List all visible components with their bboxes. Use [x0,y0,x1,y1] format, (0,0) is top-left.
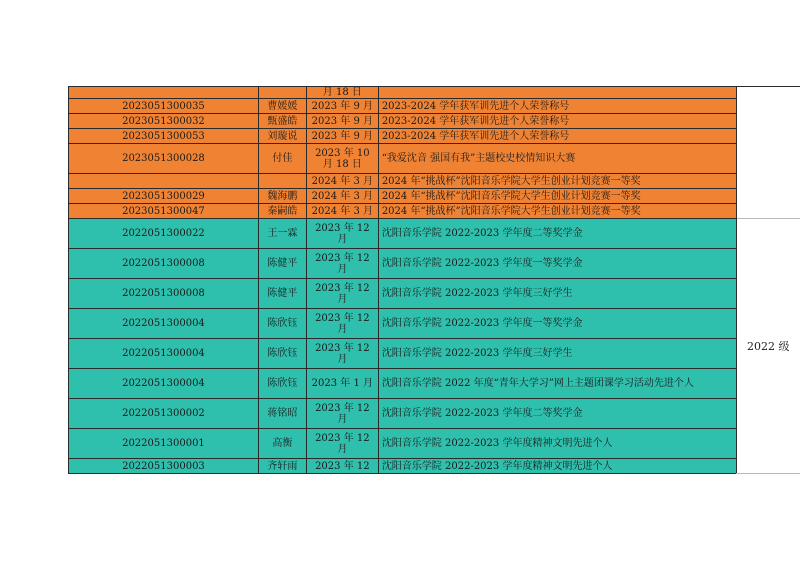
table-row [69,219,800,249]
student-id-cell: 2022051300022 [69,219,259,249]
table-row [69,279,800,309]
student-id-cell: 2022051300002 [69,399,259,429]
award-date-cell: 2023 年 1 月 [306,369,378,399]
student-name-cell: 陈健平 [258,279,306,309]
student-id-cell: 2023051300029 [69,189,259,204]
award-date-cell: 2023 年 12 月 [306,279,378,309]
student-id-cell: 2022051300008 [69,279,259,309]
student-id-cell: 2023051300047 [69,204,259,219]
student-id-cell: 2023051300035 [69,99,259,114]
award-title-cell [378,87,736,99]
award-title-cell: 2024 年“挑战杯”沈阳音乐学院大学生创业计划竞赛一等奖 [378,204,736,219]
student-name-cell: 甄盛皓 [258,114,306,129]
award-date-cell: 2023 年 12 [306,459,378,474]
award-date-cell: 2024 年 3 月 [306,174,378,189]
student-name-cell: 齐轩雨 [258,459,306,474]
student-name-cell: 陈欣钰 [258,339,306,369]
award-title-cell: 2023-2024 学年获军训先进个人荣誉称号 [378,129,736,144]
student-id-cell: 2022051300001 [69,429,259,459]
student-id-cell: 2023051300032 [69,114,259,129]
table-row [69,429,800,459]
award-title-cell: 2023-2024 学年获军训先进个人荣誉称号 [378,99,736,114]
table-row [69,99,800,114]
awards-table [68,86,800,474]
table-row [69,144,800,174]
student-name-cell: 陈欣钰 [258,369,306,399]
award-date-cell: 2024 年 3 月 [306,189,378,204]
student-id-cell: 2023051300053 [69,129,259,144]
grade-blank-cell [736,87,800,219]
award-date-cell: 月 18 日 [306,87,378,99]
grade-year-label: 2022 级 [736,219,800,474]
table-row [69,399,800,429]
student-name-cell: 陈欣钰 [258,309,306,339]
student-name-cell [258,174,306,189]
table-row [69,174,800,189]
award-date-cell: 2023 年 9 月 [306,129,378,144]
award-date-cell: 2023 年 9 月 [306,99,378,114]
award-title-cell: 沈阳音乐学院 2022-2023 学年度精神文明先进个人 [378,429,736,459]
award-title-cell: 2024 年“挑战杯”沈阳音乐学院大学生创业计划竞赛一等奖 [378,174,736,189]
award-date-cell: 2023 年 12 月 [306,429,378,459]
awards-table-body [69,87,800,474]
award-date-cell: 2023 年 12 月 [306,339,378,369]
table-row [69,204,800,219]
award-title-cell: 沈阳音乐学院 2022-2023 学年度三好学生 [378,279,736,309]
table-row [69,114,800,129]
award-title-cell: 2023-2024 学年获军训先进个人荣誉称号 [378,114,736,129]
student-name-cell: 曹媛媛 [258,99,306,114]
award-title-cell: 沈阳音乐学院 2022-2023 学年度一等奖学金 [378,309,736,339]
table-row [69,339,800,369]
table-row [69,249,800,279]
student-id-cell: 2022051300008 [69,249,259,279]
student-id-cell: 2022051300004 [69,309,259,339]
table-row [69,87,800,99]
award-title-cell: 沈阳音乐学院 2022 年度“青年大学习”网上主题团课学习活动先进个人 [378,369,736,399]
student-name-cell: 高衡 [258,429,306,459]
table-row [69,129,800,144]
table-row [69,309,800,339]
student-name-cell [258,87,306,99]
student-name-cell: 秦嗣皓 [258,204,306,219]
award-title-cell: 沈阳音乐学院 2022-2023 学年度一等奖学金 [378,249,736,279]
award-date-cell: 2023 年 12 月 [306,219,378,249]
student-name-cell: 王一霖 [258,219,306,249]
award-title-cell: “我爱沈音 强国有我”主题校史校情知识大赛 [378,144,736,174]
award-date-cell: 2023 年 12 月 [306,309,378,339]
award-title-cell: 沈阳音乐学院 2022-2023 学年度二等奖学金 [378,399,736,429]
award-title-cell: 沈阳音乐学院 2022-2023 学年度二等奖学金 [378,219,736,249]
table-row [69,369,800,399]
award-title-cell: 沈阳音乐学院 2022-2023 学年度三好学生 [378,339,736,369]
table-row [69,459,800,474]
award-date-cell: 2023 年 10 月 18 日 [306,144,378,174]
award-date-cell: 2023 年 12 月 [306,399,378,429]
student-id-cell: 2023051300028 [69,144,259,174]
award-title-cell: 沈阳音乐学院 2022-2023 学年度精神文明先进个人 [378,459,736,474]
student-id-cell: 2022051300004 [69,369,259,399]
award-date-cell: 2024 年 3 月 [306,204,378,219]
student-name-cell: 刘璇说 [258,129,306,144]
table-row [69,189,800,204]
student-id-cell: 2022051300003 [69,459,259,474]
student-id-cell [69,174,259,189]
student-id-cell [69,87,259,99]
award-title-cell: 2024 年“挑战杯”沈阳音乐学院大学生创业计划竞赛一等奖 [378,189,736,204]
student-id-cell: 2022051300004 [69,339,259,369]
award-date-cell: 2023 年 12 月 [306,249,378,279]
student-name-cell: 陈健平 [258,249,306,279]
student-name-cell: 付佳 [258,144,306,174]
student-name-cell: 蒋铭昭 [258,399,306,429]
student-name-cell: 魏海鹏 [258,189,306,204]
award-date-cell: 2023 年 9 月 [306,114,378,129]
